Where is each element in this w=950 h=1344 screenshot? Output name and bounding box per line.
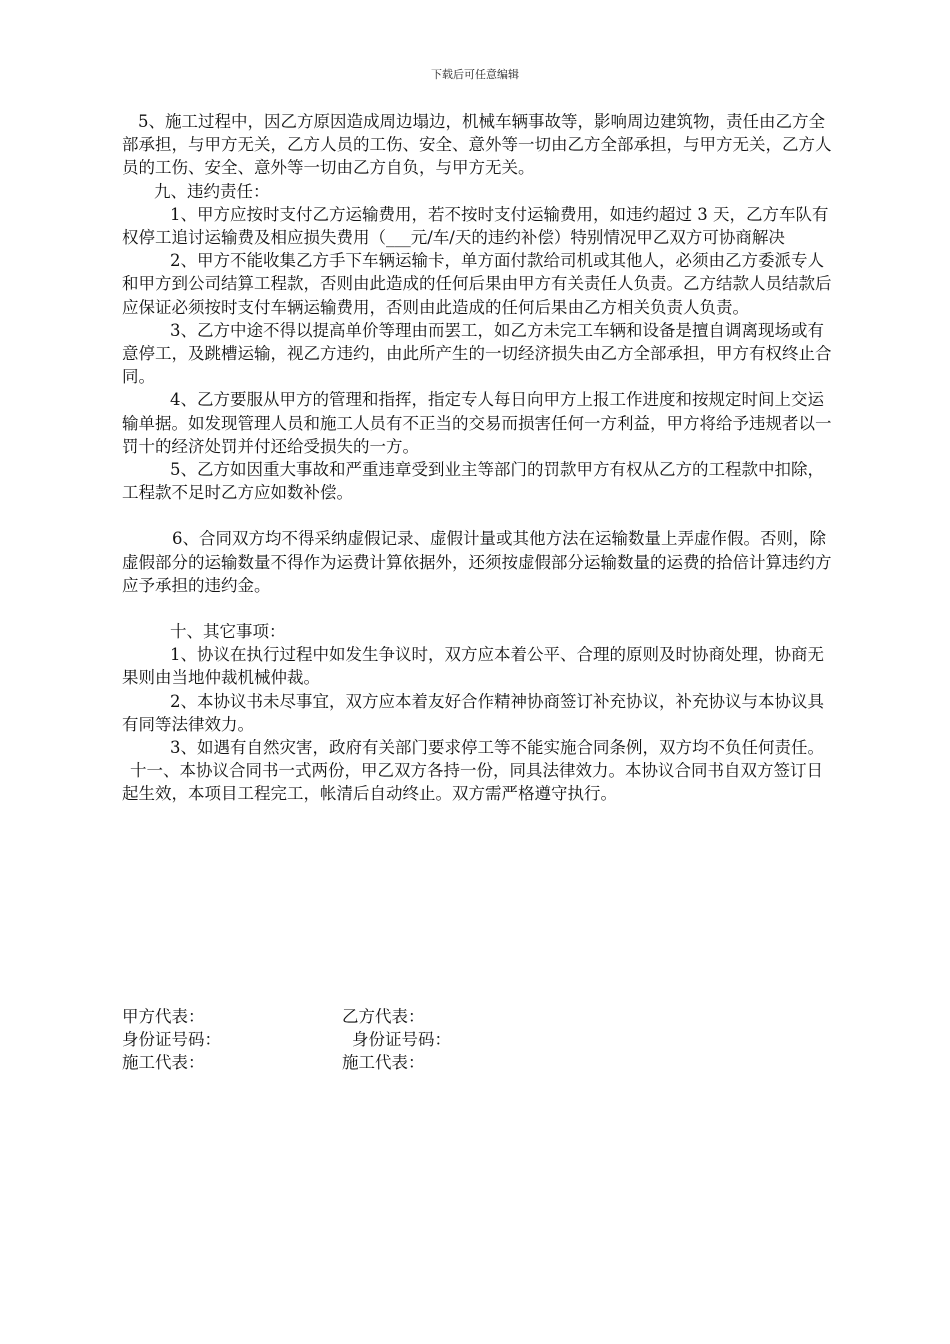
document-body — [122, 110, 832, 806]
clause-9-1: 1、甲方应按时支付乙方运输费用，若不按时支付运输费用，如违约超过 3 天，乙方车队有权停工追讨运输费及相应损失费用（___元/车/天的违约补偿）特别情况甲乙双方可协商解决 — [122, 204, 829, 248]
clause-9-4: 4、乙方要服从甲方的管理和指挥，指定专人每日向甲方上报工作进度和按规定时间上交运输单据。如发现管理人员和施工人员有不正当的交易而损害任何一方利益，甲方将给予违规者以一罚十的经济处罚并付还给受损失的一方。 — [122, 390, 832, 456]
spacer — [122, 504, 832, 527]
section-11: 十一、本协议合同书一式两份，甲乙双方各持一份，同具法律效力。本协议合同书自双方签订日起生效，本项目工程完工，帐清后自动终止。双方需严格遵守执行。 — [122, 761, 823, 804]
signature-row-rep — [122, 1005, 451, 1028]
signature-row-construction — [122, 1051, 451, 1074]
clause-9-3: 3、乙方中途不得以提高单价等理由而罢工，如乙方未完工车辆和设备是擅自调离现场或有意停工，及跳槽运输，视乙方违约，由此所产生的一切经济损失由乙方全部承担，甲方有权终止合同。 — [122, 320, 832, 387]
party-a-construction-label: 施工代表： — [122, 1053, 205, 1072]
clause-10-2: 2、本协议书未尽事宜，双方应本着友好合作精神协商签订补充协议，补充协议与本协议具有同等法律效力。 — [122, 691, 824, 734]
clause-9-2: 2、甲方不能收集乙方手下车辆运输卡，单方面付款给司机或其他人，必须由乙方委派专人和甲方到公司结算工程款，否则由此造成的任何后果由甲方有关责任人负责。乙方结款人员结款后应保证必须按时支付车辆运输费用，否则由此造成的任何后果由乙方相关负责人负责。 — [122, 251, 832, 317]
signature-block — [122, 1005, 451, 1074]
section-10-title: 十、其它事项： — [170, 622, 286, 642]
clause-10-1: 1、协议在执行过程中如发生争议时，双方应本着公平、合理的原则及时协商处理，协商无果则由当地仲裁机械仲裁。 — [122, 645, 824, 688]
clause-9-6: 6、合同双方均不得采纳虚假记录、虚假计量或其他方法在运输数量上弄虚作假。否则，除虚假部分的运输数量不得作为运费计算依据外，还须按虚假部分运输数量的运费的拾倍计算违约方应予承担的违约金。 — [122, 529, 832, 595]
party-a-rep-label: 甲方代表： — [122, 1007, 205, 1026]
page-header: 下载后可任意编辑 — [431, 68, 519, 81]
section-9-title: 九、违约责任： — [154, 181, 270, 201]
party-b-rep-label: 乙方代表： — [342, 1007, 425, 1026]
party-b-construction-label: 施工代表： — [342, 1053, 425, 1072]
party-a-id-label: 身份证号码： — [122, 1030, 221, 1049]
clause-9-5: 5、乙方如因重大事故和严重违章受到业主等部门的罚款甲方有权从乙方的工程款中扣除，工程款不足时乙方应如数补偿。 — [122, 460, 824, 503]
clause-8-5: 5、施工过程中，因乙方原因造成周边塌边，机械车辆事故等，影响周边建筑物，责任由乙方全部承担，与甲方无关，乙方人员的工伤、安全、意外等一切由乙方全部承担，与甲方无关，乙方人员的工伤、安全、意外等一切由乙方自负，与甲方无关。 — [122, 112, 832, 178]
spacer — [122, 597, 832, 620]
party-b-id-label: 身份证号码： — [352, 1030, 451, 1049]
clause-10-3: 3、如遇有自然灾害，政府有关部门要求停工等不能实施合同条例，双方均不负任何责任。 — [170, 738, 824, 758]
signature-row-id — [122, 1028, 451, 1051]
